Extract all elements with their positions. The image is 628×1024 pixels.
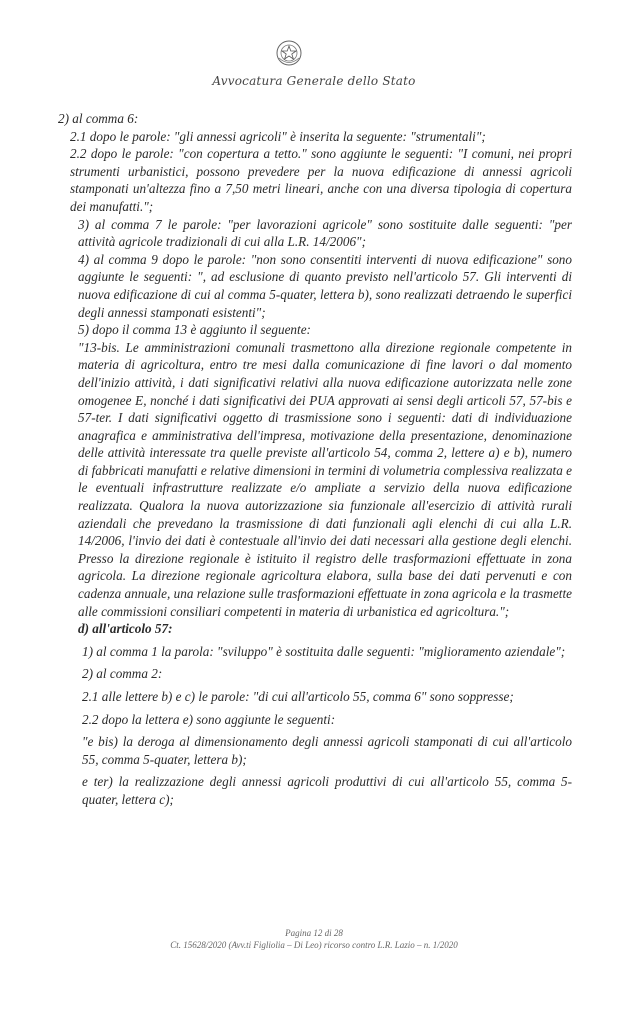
document-reference: Ct. 15628/2020 (Avv.ti Figliolia – Di Leo) ricorso contro L.R. Lazio – n. 1/2020	[170, 940, 458, 950]
page-footer	[0, 927, 628, 951]
paragraph: "13-bis. Le amministrazioni comunali trasmettono alla direzione regionale competente in materia di agricoltura, entro tre mesi dalla comunicazione di fine lavori o dal momento dell'inizio attività, i dati significativi relativi alla nuova edificazione autorizzata nelle zone omogenee E, nonché i dati significativi dei PUA approvati ai sensi degli articoli 57, 57-bis e 57-ter. I dati significativi oggetto di trasmissione sono i seguenti: dati di individuazione anagrafica e amministrativa dell'impresa, motivazione della presentazione, denominazione delle attività interessate tra quelle previste all'articolo 54, comma 2, lettere a) e b), numero di fabbricati manufatti e relative dimensioni in termini di volumetria complessiva realizzata e le eventuali infrastrutture realizzate e/o ampliate a servizio della nuova edificazione realizzata. Qualora la nuova autorizzazione sia funzionale all'esercizio di attività rurali aziendali che prevedano la trasmissione di dati funzionali agli elenchi di cui alla L.R. 14/2006, l'invio dei dati è contestuale all'invio dei dati necessari alla gestione degli elenchi. Presso la direzione regionale è istituito il registro delle trasformazioni effettuate in zona agricola. La direzione regionale agricoltura elabora, sulla base dei dati pervenuti e con cadenza annuale, una relazione sulle trasformazioni effettuate in zona agricola e la trasmette alle commissioni consiliari competenti in materia di urbanistica ed agricoltura.";	[78, 339, 572, 619]
paragraph: 1) al comma 1 la parola: "sviluppo" è sostituita dalle seguenti: "miglioramento aziendale";	[82, 643, 566, 659]
paragraph: 2.1 dopo le parole: "gli annessi agricoli" è inserita la seguente: "strumentali";	[70, 128, 486, 144]
paragraph: "e bis) la deroga al dimensionamento degli annessi agricoli stamponati di cui all'articolo 55, comma 5-quater, lettera b);	[82, 734, 572, 767]
paragraph: 4) al comma 9 dopo le parole: "non sono consentiti interventi di nuova edificazione" sono aggiunte le seguenti: ", ad esclusione di quanto previsto nell'articolo 57. Gli interventi di nuova edificazione di cui al comma 5-quater, lettera b), sono realizzati detraendo le superfici degli annessi stamponati esistenti";	[78, 251, 572, 320]
paragraph: 5) dopo il comma 13 è aggiunto il seguente:	[78, 322, 311, 338]
paragraph: 2.1 alle lettere b) e c) le parole: "di cui all'articolo 55, comma 6" sono soppresse;	[82, 689, 514, 704]
section-heading: d) all'articolo 57:	[78, 621, 173, 637]
page-number: Pagina 12 di 28	[285, 928, 343, 938]
paragraph: 2.2 dopo le parole: "con copertura a tetto." sono aggiunte le seguenti: "I comuni, nei propri strumenti urbanistici, possono prevedere per la nuova edificazione di annessi agricoli stamponati un'altezza fino a 7,50 metri lineari, anche con una diversa tipologia di copertura dei manufatti.";	[70, 146, 572, 214]
paragraph: 3) al comma 7 le parole: "per lavorazioni agricole" sono sostituite dalle seguenti: "per attività agricole tradizionali di cui alla L.R. 14/2006";	[78, 216, 572, 250]
header-title: Avvocatura Generale dello Stato	[212, 74, 416, 88]
paragraph: 2) al comma 6:	[58, 111, 139, 126]
paragraph: 2.2 dopo la lettera e) sono aggiunte le seguenti:	[82, 711, 336, 727]
paragraph: 2) al comma 2:	[82, 666, 163, 682]
document-body	[58, 110, 572, 809]
paragraph: e ter) la realizzazione degli annessi agricoli produttivi di cui all'articolo 55, comma 5-quater, lettera c);	[82, 774, 572, 807]
republic-emblem-icon	[274, 38, 304, 68]
